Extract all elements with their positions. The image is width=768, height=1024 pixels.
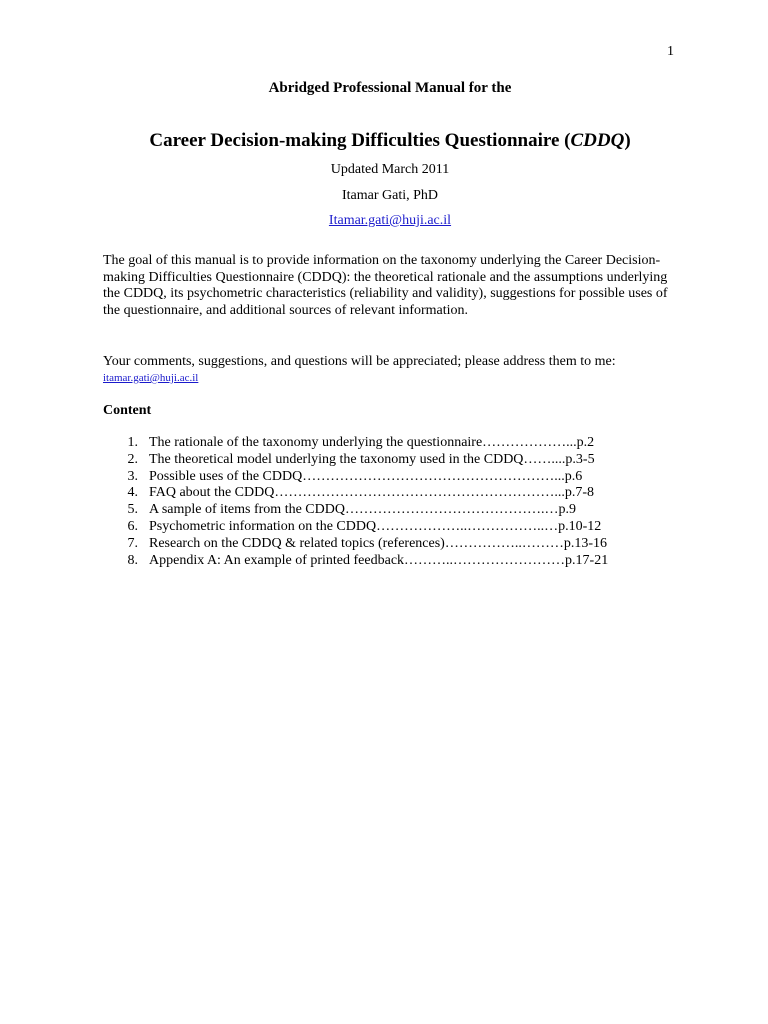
toc-item: [120, 469, 720, 486]
toc-item: [120, 435, 720, 452]
toc-item-number: 3.: [127, 468, 138, 484]
toc-item-number: 8.: [127, 552, 138, 568]
toc-item: [120, 553, 720, 570]
title-acronym: CDDQ: [570, 130, 625, 151]
document-title-line-2: [0, 130, 768, 152]
updated-date: Updated March 2011: [330, 162, 450, 177]
toc-item-text: Psychometric information on the CDDQ………………..……………..…p.10-12: [149, 518, 602, 534]
document-title-line-1: Abridged Professional Manual for the: [268, 80, 512, 96]
toc-item-number: 7.: [127, 535, 138, 551]
toc-item: [120, 519, 720, 536]
toc-item-text: Appendix A: An example of printed feedback………..……………………p.17-21: [149, 552, 609, 568]
toc-item-text: FAQ about the CDDQ……………………………………………………...p.7-8: [149, 485, 595, 501]
author-name: Itamar Gati, PhD: [341, 188, 439, 203]
title-main-text: Career Decision-making Difficulties Questionnaire (: [149, 130, 571, 151]
comments-paragraph: Your comments, suggestions, and questions will be appreciated; please address them to me:: [103, 354, 616, 369]
toc-item: [120, 452, 720, 469]
toc-item-text: The theoretical model underlying the taxonomy used in the CDDQ……....p.3-5: [149, 451, 595, 467]
toc-item: [120, 502, 720, 519]
title-close-paren: ): [624, 130, 631, 151]
contact-email-link[interactable]: itamar.gati@huji.ac.il: [103, 372, 199, 384]
toc-item-number: 2.: [127, 451, 138, 467]
content-heading: Content: [103, 403, 152, 418]
toc-item-number: 4.: [127, 485, 138, 501]
toc-item: [120, 536, 720, 553]
goal-paragraph: The goal of this manual is to provide information on the taxonomy underlying the Career Decision-making Difficulties Questionnaire (CDDQ): the theoretical rationale and the assumptions underlying the CDDQ, its psychometric characteristics (reliability and validity), suggestions for possible uses of the questionnaire, and additional sources of relevant information.: [103, 253, 668, 318]
contact-email-line: [103, 372, 198, 385]
toc-item-text: A sample of items from the CDDQ…………………………………….…p.9: [149, 502, 576, 518]
toc-item-text: Research on the CDDQ & related topics (references)……………..………p.13-16: [149, 535, 607, 551]
toc-item-number: 1.: [127, 435, 138, 450]
toc-item-number: 5.: [127, 502, 138, 518]
toc-item-number: 6.: [127, 518, 138, 534]
page-number: 1: [667, 44, 674, 59]
author-email-link[interactable]: Itamar.gati@huji.ac.il: [328, 213, 452, 228]
toc-item-text: Possible uses of the CDDQ………………………………………………...p.6: [149, 468, 583, 484]
toc-item-text: The rationale of the taxonomy underlying the questionnaire………………...p.2: [149, 435, 595, 450]
toc-item: [120, 485, 720, 502]
author-email-line: [0, 212, 768, 229]
table-of-contents: [120, 435, 720, 569]
